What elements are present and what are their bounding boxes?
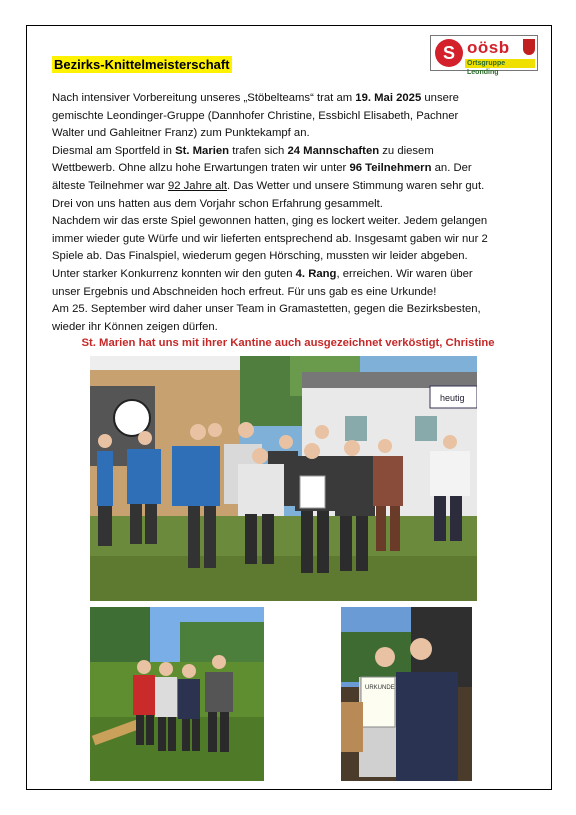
page-title: Bezirks-Knittelmeisterschaft: [54, 57, 230, 72]
body-line: Diesmal am Sportfeld in St. Marien trafen sich 24 Mannschaften zu diesem: [52, 144, 434, 157]
certificate-text: URKUNDE: [365, 685, 395, 691]
crest-icon: [523, 39, 535, 55]
logo-subtitle: Ortsgruppe Leonding: [467, 60, 506, 76]
closing-line: St. Marien hat uns mit ihrer Kantine auch ausgezeichnet verköstigt, Christine: [81, 337, 495, 349]
article-body: [52, 90, 530, 336]
body-line: Drei von uns hatten aus dem Vorjahr schon Erfahrung gesammelt.: [52, 197, 383, 210]
body-line: Spiele ab. Das Finalspiel, wiederum gegen Hörsching, mussten wir leider abgeben.: [52, 250, 468, 263]
body-line: wieder ihr Können zeigen dürfen.: [52, 320, 218, 333]
body-line: Unter starker Konkurrenz konnten wir den guten 4. Rang, erreichen. Wir waren über: [52, 267, 473, 280]
logo-brand: oösb: [467, 38, 510, 57]
body-line: Am 25. September wird daher unser Team in Gramastetten, gegen die Bezirksbesten,: [52, 303, 481, 316]
club-logo: [430, 35, 538, 76]
sign-text: heutig: [440, 393, 465, 403]
body-line: immer wieder gute Würfe und wir lieferten entsprechend ab. Insgesamt gaben wir nur 2: [52, 232, 488, 245]
body-line: Wettbewerb. Ohne allzu hohe Erwartungen traten wir unter 96 Teilnehmern an. Der: [52, 162, 472, 175]
body-line: gemischte Leondinger-Gruppe (Dannhofer Christine, Essbichl Elisabeth, Pachner: [52, 109, 459, 122]
body-line: Nachdem wir das erste Spiel gewonnen hatten, ging es lockert weiter. Jedem gelangen: [52, 215, 488, 228]
group-photo: [90, 356, 477, 601]
body-line: Nach intensiver Vorbereitung unseres „Stöbelteams“ trat am 19. Mai 2025 unsere: [52, 92, 459, 104]
logo-s-icon: S: [435, 39, 463, 67]
body-line: älteste Teilnehmer war 92 Jahre alt. Das Wetter und unsere Stimmung waren sehr gut.: [52, 179, 485, 192]
certificate-photo: [341, 607, 472, 781]
body-line: unser Ergebnis und Abschneiden hoch erfreut. Für uns gab es eine Urkunde!: [52, 285, 437, 298]
team-photo: [90, 607, 264, 781]
body-line: Walter und Gahleitner Franz) zum Punktekampf an.: [52, 127, 310, 140]
